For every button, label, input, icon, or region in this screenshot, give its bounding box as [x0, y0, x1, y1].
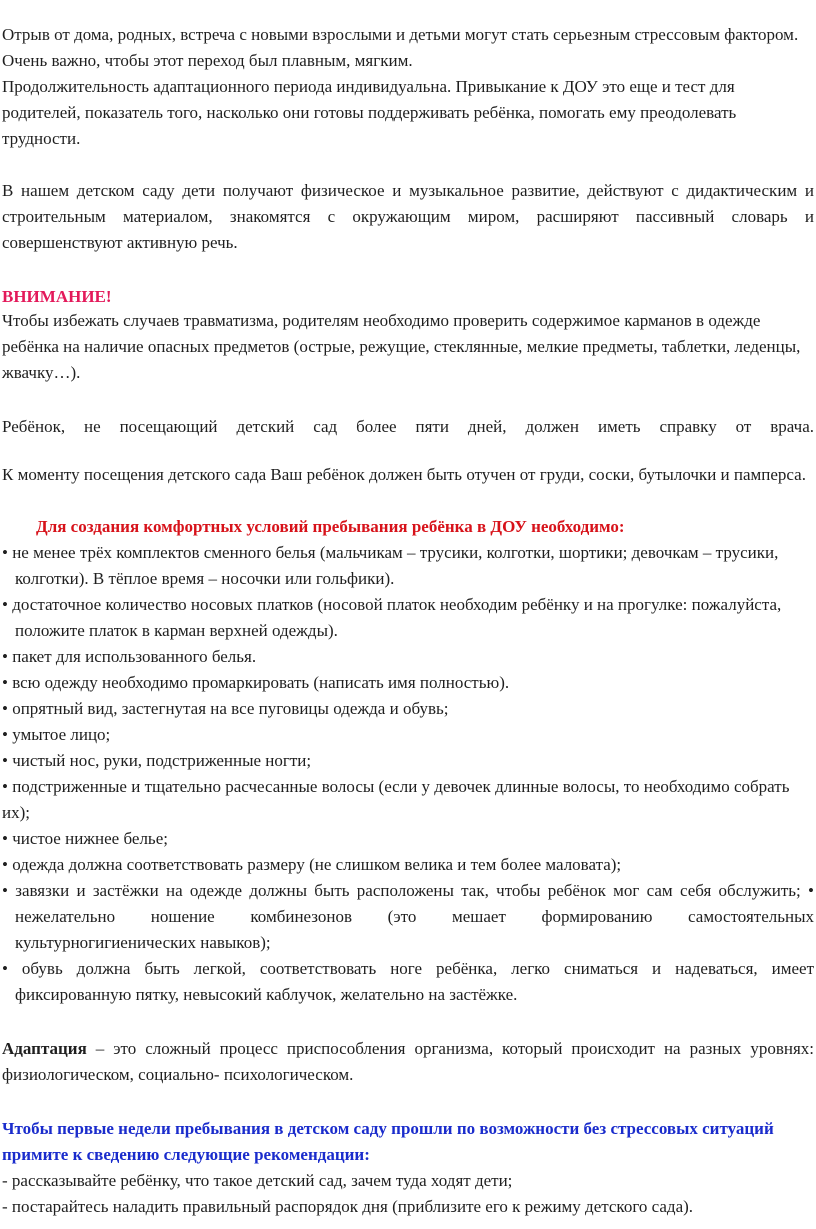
intro-line-4: родителей, показатель того, насколько они готовы поддерживать ребёнка, помогать ему преодолевать	[2, 103, 737, 122]
adaptation-definition: – это сложный процесс приспособления организма, который происходит на разных уровнях:	[86, 1039, 814, 1058]
list-item: • чистое нижнее белье;	[2, 829, 168, 848]
garden-line-2: строительным материалом, знакомятся с окружающим миром, расширяют пассивный словарь и	[2, 207, 814, 226]
adaptation-line-2: физиологическом, социально- психологическом.	[2, 1065, 354, 1084]
list-item: • завязки и застёжки на одежде должны быть расположены так, чтобы ребёнок мог сам себя обслужить; •	[2, 881, 814, 900]
adaptation-term: Адаптация	[2, 1039, 87, 1058]
list-item: • опрятный вид, застегнутая на все пуговицы одежда и обувь;	[2, 699, 449, 718]
list-item-cont: нежелательно ношение комбинезонов (это мешает формированию самостоятельных	[15, 907, 814, 926]
garden-line-1: В нашем детском саду дети получают физическое и музыкальное развитие, действуют с дидактическим и	[2, 181, 814, 200]
list-item: • пакет для использованного белья.	[2, 647, 257, 666]
list-item: • не менее трёх комплектов сменного белья (мальчикам – трусики, колготки, шортики; девочкам – трусики,	[2, 543, 779, 562]
list-item: • обувь должна быть легкой, соответствовать ноге ребёнка, легко сниматься и надеваться, имеет	[2, 959, 814, 978]
list-item: • умытое лицо;	[2, 725, 111, 744]
attention-heading: ВНИМАНИЕ!	[2, 287, 112, 306]
intro-line-3: Продолжительность адаптационного периода индивидуальна. Привыкание к ДОУ это еще и тест для	[2, 77, 735, 96]
list-item-cont: фиксированную пятку, невысокий каблучок, желательно на застёжке.	[15, 985, 518, 1004]
list-item-cont: положите платок в карман верхней одежды).	[15, 621, 338, 640]
list-item: • одежда должна соответствовать размеру (не слишком велика и тем более маловата);	[2, 855, 622, 874]
list-item: • всю одежду необходимо промаркировать (написать имя полностью).	[2, 673, 510, 692]
absence-note: Ребёнок, не посещающий детский сад более пяти дней, должен иметь справку от врача.	[2, 417, 814, 436]
attention-line-1: Чтобы избежать случаев травматизма, родителям необходимо проверить содержимое карманов в одежде	[2, 311, 761, 330]
garden-line-3: совершенствуют активную речь.	[2, 233, 238, 252]
list-item: • достаточное количество носовых платков (носовой платок необходим ребёнку и на прогулке: пожалуйста,	[2, 595, 782, 614]
recommendation-item: - постарайтесь наладить правильный распорядок дня (приблизите его к режиму детского сада).	[2, 1197, 694, 1216]
intro-line-1: Отрыв от дома, родных, встреча с новыми взрослыми и детьми могут стать серьезным стрессовым фактором.	[2, 25, 799, 44]
list-item-cont: культурногигиенических навыков);	[15, 933, 271, 952]
intro-line-5: трудности.	[2, 129, 81, 148]
list-item: • подстриженные и тщательно расчесанные волосы (если у девочек длинные волосы, то необходимо собрать	[2, 777, 790, 796]
list-item: • чистый нос, руки, подстриженные ногти;	[2, 751, 312, 770]
attention-line-2: ребёнка на наличие опасных предметов (острые, режущие, стеклянные, мелкие предметы, таблетки, леденцы,	[2, 337, 801, 356]
adaptation-line-1	[2, 1036, 814, 1062]
attention-line-3: жвачку…).	[2, 363, 81, 382]
recommendation-item: - рассказывайте ребёнку, что такое детский сад, зачем туда ходят дети;	[2, 1171, 513, 1190]
weaning-note: К моменту посещения детского сада Ваш ребёнок должен быть отучен от груди, соски, бутылочки и памперса.	[2, 465, 806, 484]
conditions-heading: Для создания комфортных условий пребывания ребёнка в ДОУ необходимо:	[36, 517, 625, 536]
intro-line-2: Очень важно, чтобы этот переход был плавным, мягким.	[2, 51, 413, 70]
list-item-cont: их);	[2, 803, 30, 822]
recommendations-heading-1: Чтобы первые недели пребывания в детском саду прошли по возможности без стрессовых ситуаций	[2, 1119, 774, 1138]
list-item-cont: колготки). В тёплое время – носочки или гольфики).	[15, 569, 395, 588]
recommendations-heading-2: примите к сведению следующие рекомендации:	[2, 1145, 370, 1164]
